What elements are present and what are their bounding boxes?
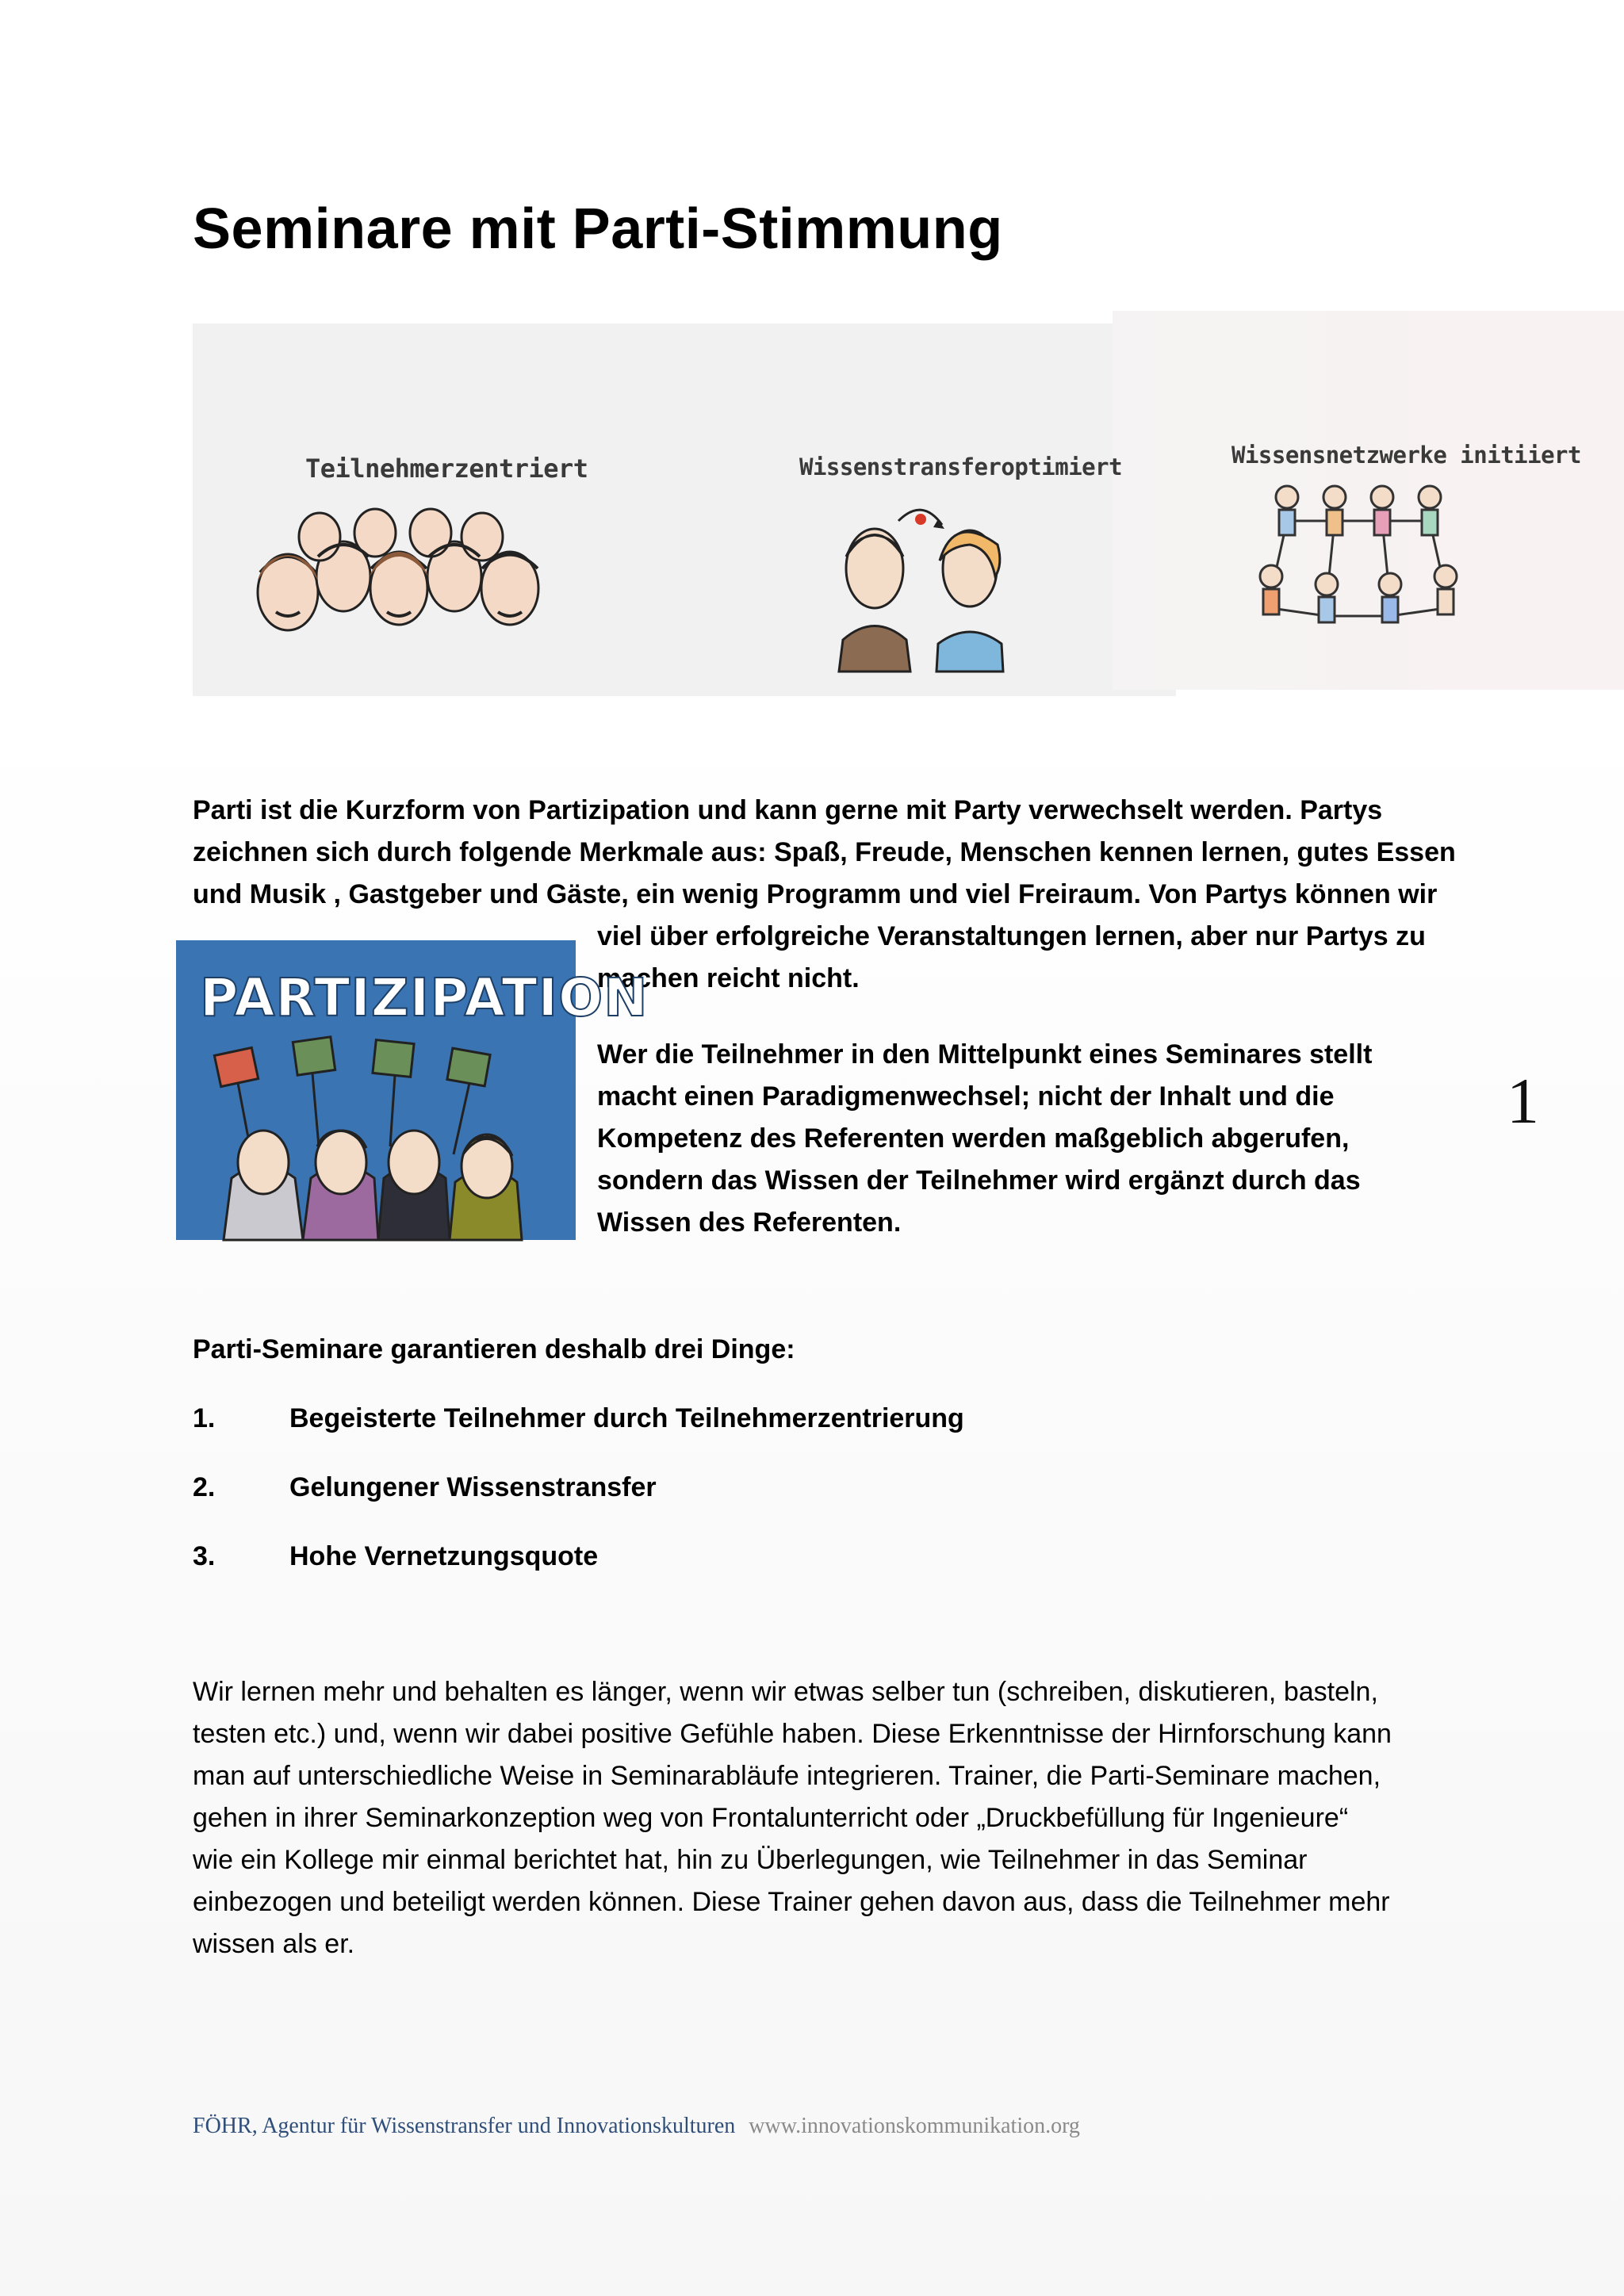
partizipation-illustration [176,940,649,1240]
closing-line-1: Wir lernen mehr und behalten es länger, wenn wir etwas selber tun (schreiben, diskutieren, basteln, [193,1677,1378,1707]
network-people-icon [1239,473,1477,664]
intro-line-5: machen reicht nicht. [597,963,860,993]
closing-line-3: man auf unterschiedliche Weise in Seminarabläufe integrieren. Trainer, die Parti-Seminare machen, [193,1761,1381,1791]
footer [193,2114,1080,2139]
page-title: Seminare mit Parti-Stimmung [193,197,1003,261]
intro-line-1: Parti ist die Kurzform von Partizipation und kann gerne mit Party verwechselt werden. Partys [193,795,1383,825]
list-text: Gelungener Wissenstransfer [289,1472,657,1502]
banner-label-wissenstransfer: Wissenstransferoptimiert [799,453,1123,480]
intro-line-4: viel über erfolgreiche Veranstaltungen lernen, aber nur Partys zu [597,921,1426,951]
list-text: Begeisterte Teilnehmer durch Teilnehmerzentrierung [289,1403,964,1433]
paradigm-line-3: Kompetenz des Referenten werden maßgeblich abgerufen, [597,1123,1350,1154]
list-number: 3. [193,1541,216,1571]
list-text: Hohe Vernetzungsquote [289,1541,599,1571]
knowledge-transfer-icon [819,481,1025,672]
intro-line-3: und Musik , Gastgeber und Gäste, ein wenig Programm und viel Freiraum. Von Partys können wir [193,879,1438,909]
closing-line-4: gehen in ihrer Seminarkonzeption weg von Frontalunterricht oder „Druckbefüllung für Ingenieure“ [193,1803,1349,1833]
guarantees-heading: Parti-Seminare garantieren deshalb drei Dinge: [193,1334,795,1364]
paradigm-line-5: Wissen des Referenten. [597,1207,902,1238]
banner-label-teilnehmerzentriert: Teilnehmerzentriert [305,453,588,484]
banner-label-wissensnetzwerke: Wissensnetzwerke initiiert [1231,442,1581,469]
page-number: 1 [1507,1065,1539,1137]
partizipation-people-icon [176,940,649,1240]
closing-line-5: wie ein Kollege mir einmal berichtet hat, hin zu Überlegungen, wie Teilnehmer in das Seminar [193,1845,1308,1875]
closing-line-7: wissen als er. [193,1929,355,1959]
intro-line-2: zeichnen sich durch folgende Merkmale aus: Spaß, Freude, Menschen kennen lernen, gutes Essen [193,837,1456,867]
crowd-faces-icon [240,501,573,636]
partizipation-image-text: PARTIZIPATION [200,967,649,1028]
footer-agency: FÖHR, Agentur für Wissenstransfer und Innovationskulturen [193,2114,736,2138]
footer-url[interactable]: www.innovationskommunikation.org [749,2114,1080,2138]
illustration-banner [193,311,1624,696]
list-number: 2. [193,1472,216,1502]
paradigm-line-4: sondern das Wissen der Teilnehmer wird ergänzt durch das [597,1165,1361,1196]
paradigm-line-2: macht einen Paradigmenwechsel; nicht der Inhalt und die [597,1081,1335,1112]
paradigm-line-1: Wer die Teilnehmer in den Mittelpunkt eines Seminares stellt [597,1039,1373,1070]
closing-line-2: testen etc.) und, wenn wir dabei positive Gefühle haben. Diese Erkenntnisse der Hirnforschung kann [193,1719,1392,1749]
closing-line-6: einbezogen und beteiligt werden können. Diese Trainer gehen davon aus, dass die Teilnehmer mehr [193,1887,1390,1917]
list-number: 1. [193,1403,216,1433]
